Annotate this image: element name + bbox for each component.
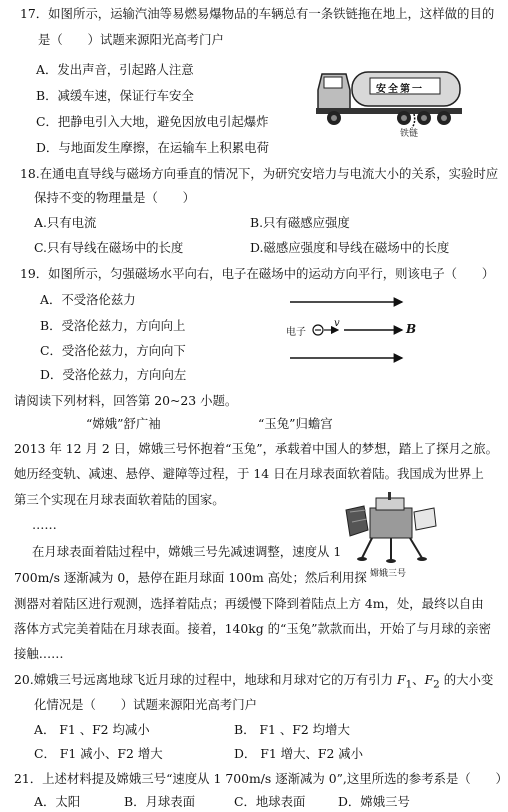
q17-stem-line2: 是（ ）试题来源阳光高考门户 [38,32,224,47]
q20-option-a: A． F1 、F2 均减小 [34,722,150,737]
q19-stem: 19．如图所示，匀强磁场水平向右，电子在磁场中的运动方向平行，则该电子（ ） [20,266,495,281]
velocity-label: v [334,318,340,329]
change3-lander-figure [342,490,440,578]
q21-option-a: A．太阳 [34,794,81,809]
passage-title-right: “玉兔”归蟾宫 [258,416,333,431]
q19-option-a: A．不受洛伦兹力 [40,292,136,307]
q17-option-c: C．把静电引入大地，避免因放电引起爆炸 [36,114,269,129]
passage-p2-line2: 700m/s 逐渐减为 0，悬停在距月球面 100m 高处；然后利用探 [14,570,367,585]
q19-option-b: B．受洛伦兹力，方向向上 [40,318,186,333]
passage-intro: 请阅读下列材料，回答第 20~23 小题。 [14,393,238,408]
passage-p1-line2: 她历经变轨、减速、悬停、避障等过程，于 14 日在月球表面软着陆。我国成为世界上 [14,466,484,481]
field-label: B [406,322,417,336]
tanker-truck-icon [312,60,464,140]
lander-caption: 嫦娥三号 [370,569,407,579]
q18-stem-line2: 保持不变的物理量是（ ） [34,190,196,205]
magnetic-field-figure [280,288,420,368]
q21-option-c: C．地球表面 [234,794,306,809]
q20-stem-line2: 化情况是（ ）试题来源阳光高考门户 [34,697,258,712]
q17-option-b: B．减缓车速，保证行车安全 [36,88,194,103]
q20-option-b: B． F1 、F2 均增大 [234,722,350,737]
lander-icon [342,490,440,564]
truck-safety-sign: 安全第一 [376,84,424,95]
q18-option-d: D.磁感应强度和导线在磁场中的长度 [250,240,450,255]
passage-p2-line4: 落体方式完美着陆在月球表面。接着，140kg 的“玉兔”款款而出，开始了与月球的亲密 [14,621,491,636]
q18-stem-line1: 18.在通电直导线与磁场方向垂直的情况下，为研究安培力与电流大小的关系，实验时应 [20,166,499,181]
q17-option-a: A．发出声音，引起路人注意 [36,62,194,77]
tanker-truck-figure [312,60,464,140]
passage-p2-line1: 在月球表面着陆过程中，嫦娥三号先减速调整，速度从 1 [32,544,342,559]
passage-title-left: “嫦娥”舒广袖 [86,416,161,431]
q20-stem-line1: 20.嫦娥三号远离地球飞近月球的过程中，地球和月球对它的万有引力 $F_1$、$F_2$ 的大小变 [14,672,494,691]
q18-option-a: A.只有电流 [34,215,97,230]
chain-label: 铁链 [400,129,419,139]
q17-stem-line1: 17．如图所示，运输汽油等易燃易爆物品的车辆总有一条铁链拖在地上，这样做的目的 [20,6,495,21]
q18-option-b: B.只有磁感应强度 [250,215,350,230]
q21-stem: 21．上述材料提及嫦娥三号“速度从 1 700m/s 逐渐减为 0”,这里所选的参考系是（ ） [14,771,508,786]
q19-option-c: C．受洛伦兹力，方向向下 [40,343,186,358]
q20-option-c: C． F1 减小、F2 增大 [34,746,163,761]
q21-option-b: B．月球表面 [124,794,196,809]
passage-p2-line5: 接触…… [14,646,64,661]
q21-option-d: D．嫦娥三号 [338,794,410,809]
passage-p1-line3: 第三个实现在月球表面软着陆的国家。 [14,492,225,507]
electron-label: 电子 [286,327,306,338]
q20-option-d: D． F1 增大、F2 减小 [234,746,364,761]
passage-ellipsis: …… [32,517,57,532]
passage-p1-line1: 2013 年 12 月 2 日，嫦娥三号怀抱着“玉兔”，承载着中国人的梦想，踏上了探月之旅。 [14,441,499,456]
q19-option-d: D．受洛伦兹力，方向向左 [40,367,187,382]
q20-stem-line1-post: 的大小变 [439,672,494,687]
q17-option-d: D．与地面发生摩擦，在运输车上积累电荷 [36,140,269,155]
q18-option-c: C.只有导线在磁场中的长度 [34,240,184,255]
passage-p2-line3: 测器对着陆区进行观测，选择着陆点；再缓慢下降到着陆点上方 4m，处，最终以自由 [14,596,484,611]
q20-stem-line1-pre: 20.嫦娥三号远离地球飞近月球的过程中，地球和月球对它的万有引力 [14,672,397,687]
